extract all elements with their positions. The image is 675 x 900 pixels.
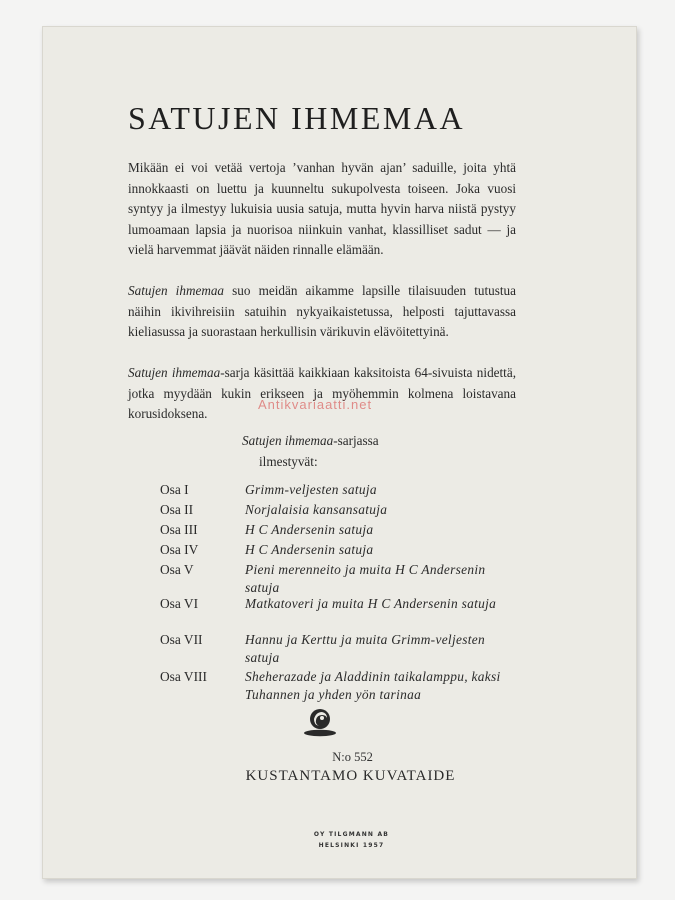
- volume-title: Sheherazade ja Aladdinin taikalamppu, kaksi Tuhannen ja yhden yön tarinaa: [245, 669, 501, 702]
- volume-title: H C Andersenin satuja: [245, 522, 374, 537]
- series-intro: [242, 430, 442, 472]
- volume-number: Osa I: [160, 482, 189, 497]
- printer-line2: HELSINKI 1957: [318, 842, 385, 849]
- printer-imprint: [0, 829, 675, 851]
- description-paragraph: [128, 281, 516, 343]
- volume-number: Osa II: [160, 502, 194, 517]
- volume-title: Norjalaisia kansansatuja: [245, 502, 388, 517]
- series-name-italic: Satujen ihmemaa: [128, 365, 221, 380]
- series-info-paragraph: [128, 363, 516, 425]
- volume-title: Matkatoveri ja muita H C Andersenin satuja: [245, 596, 497, 611]
- volume-number: Osa VII: [160, 632, 203, 647]
- volume-number: Osa VI: [160, 596, 199, 611]
- volume-number: Osa IV: [160, 542, 199, 557]
- publisher-name: KUSTANTAMO KUVATAIDE: [245, 768, 456, 784]
- series-intro-text: -sarjassa: [333, 433, 379, 448]
- volume-title: Grimm-veljesten satuja: [245, 482, 377, 497]
- watermark: Antikvariaatti.net: [258, 397, 373, 412]
- volume-number: Osa V: [160, 562, 194, 577]
- volume-number: Osa III: [160, 522, 198, 537]
- volume-title: H C Andersenin satuja: [245, 542, 374, 557]
- volume-title: Pieni merenneito ja muita H C Andersenin satuja: [245, 562, 486, 595]
- series-intro-line2: ilmestyvät:: [259, 454, 318, 469]
- description-text: suo meidän aikamme lapsille tilaisuuden tutustua näihin ikivihreisiin satuihin nykyaikaistetussa, helposti tajuttavassa kieliasussa ja suorastaan herkullisin värikuvin elävöitettyinä.: [128, 283, 516, 339]
- printer-line1: OY TILGMANN AB: [313, 831, 390, 838]
- series-name-italic: Satujen ihmemaa: [128, 283, 225, 298]
- volume-title: Hannu ja Kerttu ja muita Grimm-veljesten satuja: [245, 632, 485, 665]
- publisher-emblem-icon: [302, 703, 338, 739]
- series-name-italic: Satujen ihmemaa: [242, 433, 334, 448]
- cover-title: SATUJEN IHMEMAA: [128, 100, 466, 136]
- series-info-text: -sarja käsittää kaikkiaan kaksitoista 64-sivuista nidettä, jotka myydään kukin erikseen ja myöhemmin kolmena loistavana korusidoksena.: [128, 365, 516, 421]
- intro-paragraph: Mikään ei voi vetää vertoja ’vanhan hyvän ajan’ saduille, joita yhtä innokkaasti on luettu ja kuunneltu sukupolvesta toiseen. Joka vuosi syntyy ja ilmestyy lukuisia uusia satuja, mutta hyvin harva niistä pystyy lumoamaan lapsia ja nuorisoa niinkuin vanhat, klassilliset sadut — ja vielä harvemmat jäävät näiden rinnalle elämään.: [128, 160, 516, 257]
- volume-number: Osa VIII: [160, 669, 207, 684]
- catalog-number: N:o 552: [332, 750, 373, 764]
